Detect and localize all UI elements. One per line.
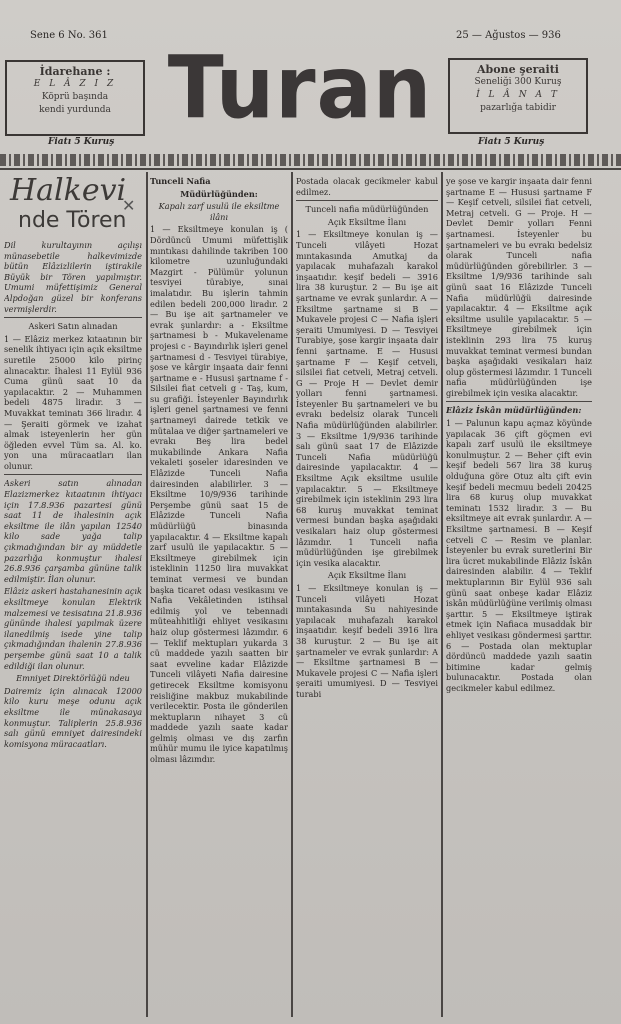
newspaper-title: Turan <box>167 38 433 139</box>
header-ornament <box>0 154 621 166</box>
column-rule-1 <box>146 172 148 1017</box>
ad2-text: Askeri satın alınadan Elazizmerkez kıtaatının ihtiyacı için 17.8.936 pazartesi günü saat 11 de ihalesinin açık eksiltme ile ilân yapılan 12540 kilo sade yağa talip çıkmadığından bir ay müddetle pazarlığa konmuştur ihalesi 26.8.936 çarşamba gününe talik edilmiştir. İlan olunur. <box>4 478 142 584</box>
column-rule-2 <box>291 172 293 1017</box>
ad3-text: Elâziz askeri hastahanesinin açık eksiltmeye konulan Elektrik malzemesi ve tesisatına 21.8.936 gününde ihalesi yapılmak üzere ilanedilmiş isede yine talip çıkmadığından ihalenin 27.8.936 perşembe günü saat 10 a talik edildiği ilan olunur. <box>4 586 142 671</box>
col3-divider <box>296 200 438 201</box>
col3-text-2: 1 — Eksiltmeye konulan iş — Tunceli vilâyeti Hozat mıntakasında Su nahiyesinde yapılacak muhafazalı karakol inşaatıdır. keşif bedeli 3916 lira 38 kuruştur. 2 — Bu işe ait şartnameler ve evrak şunlardır: A — Eksiltme şartnamesi B — Mukavele projesi C — Nafia işleri şeraiti umumiyesi. D — Tesviyei turabi <box>296 582 438 699</box>
address-city: E L Â Z I Z <box>33 79 117 89</box>
col4-heading: Elâziz İskân müdürlüğünden: <box>446 405 582 416</box>
subscription-line2: İ L Â N A T <box>476 90 560 100</box>
ad4-heading: Emniyet Direktörlüğü ndeu <box>16 673 130 684</box>
col3-heading-1: Tunceli nafia müdürlüğünden <box>305 204 429 215</box>
issue-number: Sene 6 No. 361 <box>30 30 108 41</box>
col2-heading-3: Kapalı zarf usulü ile eksiltme ilânı <box>158 201 280 222</box>
col4-divider <box>446 401 592 402</box>
col1-divider-2 <box>4 474 142 475</box>
halkevi-subtitle: nde Tören <box>18 208 127 233</box>
subscription-line3: pazarlığa tabidir <box>480 103 556 113</box>
address-line1: Köprü başında <box>41 92 109 102</box>
col2-text: 1 — Eksiltmeye konulan iş ( Dördüncü Umumi müfettişlik mıntıkası dahilinde takriben 100 kilometre uzunluğundaki Mazgirt - Pülümür yolunun tesviyei türabiye, sınai imalatıdır. Bu işlerin tahmin edilen bedeli 200,000 liradır. 2 — Bu işe ait şartnameler ve evrak şunlardır: a - Eksiltme şartnamesi b - Mukavelename projesi c - Bayındırlık işleri genel şartnamesi d - Tesviyei türabiye, şose ve kârgir inşaata dair fenni şartname e - Hususi şartname f - Silsilei fiat cetveli g - Taş, kum, su grafiği. İsteyenler Bayındırlık işleri genel şartnamesi ve fenni şartnameyi dairede tetkik ve mütalaa ve diğer şartnameleri ve evrakı Beş lira bedel mukabilinde Ankara Nafia vekaleti şoseler idaresinden ve Elâzizde Tunceli Nafia dairesinden alabilirler. 3 — Eksiltme 10/9/936 tarihinde Perşembe günü saat 15 de Elâzizde Tunceli Nafia müdürlüğü binasında yapılacaktır. 4 — Eksiltme kapalı zarf usulü ile yapılacaktır. 5 — Eksiltmeye girebilmek için isteklinin 11250 lira muvakkat teminat vermesi ve bundan başka ticaret odası vesikasını ve Nafia Vekâletinden istihsal edilmiş yol ve tebennadi müteahhitliği ehliyet vesikasını haiz olup göstermesi lâzımdır. 6 — Teklif mektupları yukarda 3 cü maddede yazılı saatten bir saat evveline kadar Elâzizde Tunceli vilâyeti Nafia dairesine getirecek Eksiltme komisyonu reisliğine makbuz mukabilinde verilecektir. Posta ile gönderilen mektupların nihayet 3 cü maddede yazılı saate kadar gelmiş olması ve dış zarfın mühür mumu ile iyice kapatılmış olması lâzımdır. <box>150 224 288 765</box>
address-heading: İdarehane : <box>39 65 111 78</box>
col3-top-text: Postada olacak gecikmeler kabul edilmez. <box>296 176 438 197</box>
halkevi-title: Halkevi <box>10 174 127 208</box>
column-1 <box>4 174 142 1016</box>
col2-heading-2: Müdürlüğünden: <box>180 188 258 199</box>
address-box <box>5 60 145 136</box>
subscription-heading: Abone şeraiti <box>477 63 559 76</box>
halkevi-article: Dil kurultayının açılışı münasebetile halkevimizde bütün Elâzizlilerin iştirakile Büyük bir Tören yapılmıştır. Umumi müfettişimiz General Alpdoğan güzel bir konferans vermişlerdir. <box>4 240 142 314</box>
header-rule <box>0 168 621 170</box>
col3-heading-3: Açık Eksiltme İlanı <box>327 570 407 581</box>
column-rule-3 <box>441 172 443 1017</box>
pencil-mark-icon: ✕ <box>122 196 136 215</box>
address-line2: kendi yurdunda <box>39 105 111 115</box>
col3-text: 1 — Eksiltmeye konulan iş — Tunceli vilâyeti Hozat mıntakasında Amutkaj da yapılacak muhafazalı karakol inşaatıdır. keşif bedeli — 3916 lira 38 kuruştur. 2 — Bu işe ait şartname ve evrak şunlardır. A — Eksiltme şartname si B — Mukavele projesi C — Nafia işleri şeraiti Umumiyesi. D — Tesviyei Turabiye, şose kargir inşaata dair fenni şartname. E — Hususi şartname F — Keşif cetveli, silsilei fiat cetveli, Metraj cetveli. G — Proje H — Devlet demir yolları fenni şartnamesi. İsteyenler Bu şartnameleri ve bu evrakı bedelsiz olarak Tunceli Nafia müdürlüğünden alabilirler. 3 — Eksiltme 1/9/936 tarihinde salı günü saat 17 de Elâzizde Tunceli Nafia müdürlüğü dairesinde yapılacaktır. 4 — Eksiltme Açık eksiltme usulile yapılacaktır. 5 — Eksiltmeye girebilmek için isteklinin 293 lira 68 kuruş muvakkat teminat vermesi bundan başka aşağıdaki vesikaları haiz olup göstermesi lâzımdır. 1 Tunceli nafia müdürlüğünden işe girebilmek için vesika alacaktır. <box>296 229 438 568</box>
subscription-box <box>448 58 588 134</box>
col4-text-1: ye şose ve kargir inşaata dair fenni şartname E — Hususi şartname F — Keşif cetveli, silsilei fiat cetveli, Metraj cetveli. G — Proje. H — Devlet Demir yolları Fenni şartnamesi. İsteyenler bu şartnameleri ve bu evrakı bedelsiz olarak Tunceli nafia müdürlüğünden görebilirler. 3 — Eksiltme 1/9/936 tarihinde salı günü saat 16 Elâzizde Tunceli Nafia müdürlüğü dairesinde yapılacaktır. 4 — Eksiltme açık eksiltme usulile yapılacaktır. 5 — Eksiltmeye girebilmek için isteklinin 293 lira 75 kuruş muvakkat teminat vermesi bundan başka aşağıdaki vesikaları haiz olup göstermesi lâzımdır. 1 Tunceli nafia müdürlüğünden işe girebilmek için vesika alacaktır. <box>446 176 592 398</box>
column-3 <box>296 176 438 1016</box>
col2-heading-1: Tunceli Nafia <box>150 176 211 186</box>
subscription-line1: Seneliği 300 Kuruş <box>474 77 562 87</box>
col3-heading-2: Açık Eksiltme İlanı <box>327 216 407 227</box>
col4-text-2: 1 — Palunun kapu açmaz köyünde yapılacak 36 çift göçmen evi kapalı zarf usulü ile eksiltmeye konulmuştur. 2 — Beher çift evin keşif bedeli 567 lira 38 kuruş olduğuna göre Otuz altı çift evin keşif bedeli mecmuu bedeli 20425 lira 68 kuruş olup muvakkat teminatı 1532 liradır. 3 — Bu eksiltmeye ait evrak şunlardır. A — Eksiltme şartnamesi. B — Keşif cetveli C — Resim ve planlar. İsteyenler bu evrak suretlerini Bir lira ücret mukabilinde Elâziz İskân dairesinden alabilir. 4 — Teklif mektuplarının Bir Eylül 936 salı günü saat onbeşe kadar Elâziz iskân müdürlüğüne verilmiş olması şarttır. 5 — Eksiltmeye iştirak etmek için Nafiaca musaddak bir ehliyet vesikası göndermesi şarttır. 6 — Postada olan mektuplar dördüncü maddede yazılı saatin bitimine kadar gelmiş bulunacaktır. Postada olan gecikmeler kabul edilmez. <box>446 418 592 693</box>
left-price: Fiatı 5 Kuruş <box>48 137 115 147</box>
column-2 <box>150 176 288 1016</box>
ad4-text: Dairemiz için alınacak 12000 kilo kuru meşe odunu açık eksiltme ile münakasaya konmuştur. Taliplerin 25.8.936 salı günü emniyet dairesindeki komisyona müracaatları. <box>4 685 142 749</box>
right-price: Fiatı 5 Kuruş <box>478 137 545 147</box>
issue-date: 25 — Ağustos — 936 <box>456 30 561 41</box>
column-4 <box>446 176 592 1016</box>
ad1-text: 1 — Elâziz merkez kıtaatının bir senelik ihtiyacı için açık eksiltme suretile 25000 kilo pirinç alınacaktır. İhalesi 11 Eylül 936 Cuma günü saat 10 da yapılacaktır. 2 — Muhammen bedeli 4875 liradır. 3 — Muvakkat teminatı 366 liradır. 4 — Şeraiti görmek ve izahat almak isteyenlerin her gün öğleden evvel Tüm sa. Al. ko. yon una müracaatları ilan olunur. <box>4 333 142 471</box>
ad1-heading: Askeri Satın alınadan <box>28 321 118 332</box>
col1-divider-1 <box>4 317 142 318</box>
